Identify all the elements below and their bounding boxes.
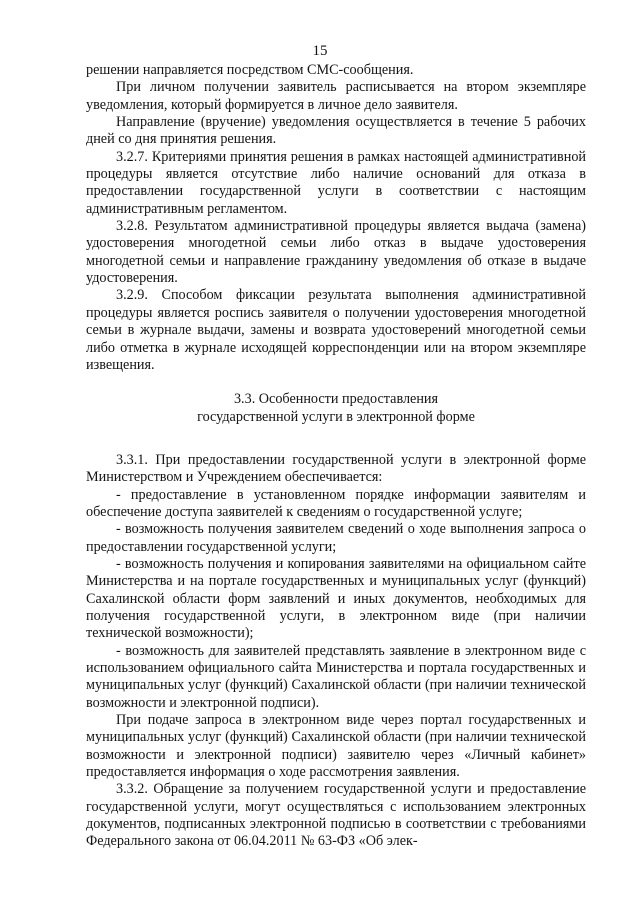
paragraph-3-2-8: 3.2.8. Результатом административной процедуры является выдача (замена) удостоверения многодетной семьи либо отказ в выдаче удостоверения многодетной семьи и направление гражданину уведомления об отказе в выдаче удостоверения. xyxy=(86,218,586,287)
section-heading-3-3 xyxy=(86,391,586,426)
paragraph-personal-cabinet: При подаче запроса в электронном виде через портал государственных и муниципальных услуг (функций) Сахалинской области (при наличии технической возможности и электронной подписи) заявителю через «Личный кабинет» предоставляется информация о ходе рассмотрения заявления. xyxy=(86,712,586,781)
list-item-forms-download: - возможность получения и копирования заявителями на официальном сайте Министерства и на портале государственных и муниципальных услуг (функций) Сахалинской области форм заявлений и иных документов, необходимых для получения государственной услуги, в электронном виде (при наличии технической возможности); xyxy=(86,555,586,642)
section-heading-line-2: государственной услуги в электронной форме xyxy=(197,408,475,425)
list-item-request-status: - возможность получения заявителем сведений о ходе выполнения запроса о предоставлении государственной услуги; xyxy=(86,521,586,555)
page-number: 15 xyxy=(312,43,328,59)
list-item-electronic-submission: - возможность для заявителей представлять заявление в электронном виде с использованием официального сайта Министерства и портала государственных и муниципальных услуг (функций) Сахалинской области (при наличии технической возможности и электронной подписи). xyxy=(86,642,586,711)
paragraph-3-3-2: 3.3.2. Обращение за получением государственной услуги и предоставление государственной услуги, могут осуществляться с использованием электронных документов, подписанных электронной подписью в соответствии с требованиями Федерального закона от 06.04.2011 № 63-ФЗ «Об элек- xyxy=(86,781,586,850)
paragraph-personal-receipt: При личном получении заявитель расписывается на втором экземпляре уведомления, который формируется в личное дело заявителя. xyxy=(86,79,586,113)
paragraph-continuation: решении направляется посредством СМС-сообщения. xyxy=(86,62,414,78)
list-item-information-access: - предоставление в установленном порядке информации заявителям и обеспечение доступа заявителей к сведениям о государственной услуге; xyxy=(86,486,586,520)
paragraph-notification-delivery: Направление (вручение) уведомления осуществляется в течение 5 рабочих дней со дня принятия решения. xyxy=(86,114,586,148)
paragraph-3-3-1: 3.3.1. При предоставлении государственной услуги в электронной форме Министерством и Учреждением обеспечивается: xyxy=(86,451,586,486)
section-heading-line-1: 3.3. Особенности предоставления xyxy=(233,391,439,408)
paragraph-3-2-9: 3.2.9. Способом фиксации результата выполнения административной процедуры является роспись заявителя о получении удостоверения многодетной семьи в журнале выдачи, замены и возврата удостоверений многодетной семьи либо отметка в журнале исходящей корреспонденции или на втором экземпляре извещения. xyxy=(86,287,586,373)
paragraph-3-2-7: 3.2.7. Критериями принятия решения в рамках настоящей административной процедуры является отсутствие либо наличие оснований для отказа в предоставлении государственной услуги в соответствии с настоящим административным регламентом. xyxy=(86,148,586,217)
body-text xyxy=(86,62,586,851)
